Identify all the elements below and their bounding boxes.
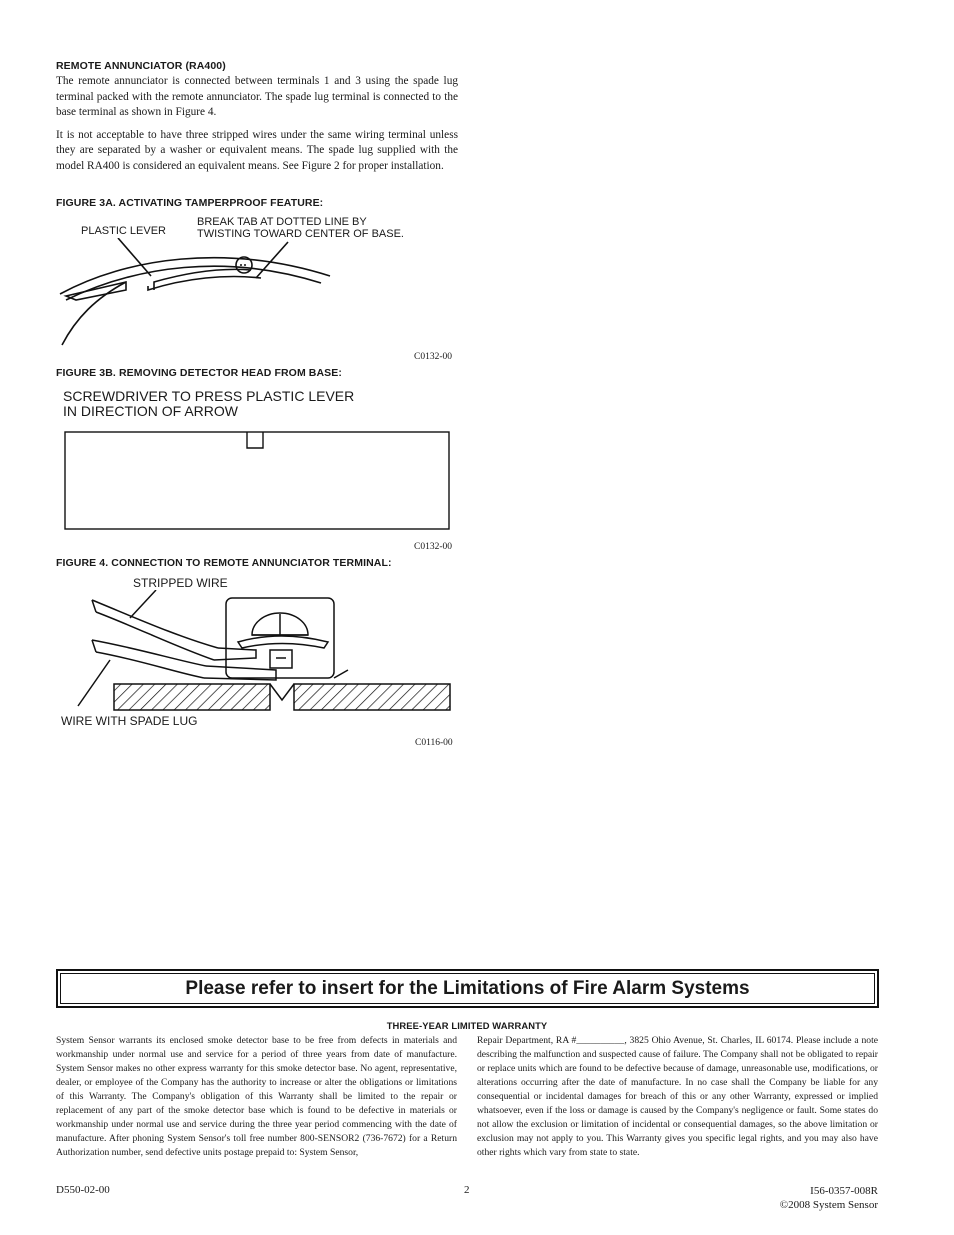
figure-3b-code: C0132-00 [414,542,452,552]
footer-doc-id: D550-02-00 [56,1184,110,1196]
figure-4-drawing [56,590,456,715]
page-number: 2 [464,1184,470,1196]
label-wire-spade-lug: WIRE WITH SPADE LUG [61,714,198,728]
section-body [56,74,458,182]
footer-part-info: I56-0357-008R ©2008 System Sensor [779,1185,878,1211]
label-stripped-wire: STRIPPED WIRE [133,576,228,590]
figure-3a-drawing [56,238,356,348]
warranty-column-1: System Sensor warrants its enclosed smoke detector base to be free from defects in materials and workmanship under normal use and service for a period of three years from date of manufacture. System Sensor makes no other express warranty for this smoke detector base. No agent, representative, dealer, or employee of the Company has the authority to increase or alter the obligations or limitations of this Warranty. The Company's obligation of this Warranty shall be limited to the repair or replacement of any part of the smoke detector base which is found to be defective in materials or workmanship under normal use and service during the three year period commencing with the date of manufacture. After phoning System Sensor's toll free number 800-SENSOR2 (736-7672) for a Return Authorization number, send defective units postage prepaid to: System Sensor, [56,1035,457,1158]
figure-4-code: C0116-00 [415,738,453,748]
limitations-banner [56,969,879,1008]
figure-3b-label: SCREWDRIVER TO PRESS PLASTIC LEVER IN DIRECTION OF ARROW [63,388,355,419]
paragraph: The remote annunciator is connected between terminals 1 and 3 using the spade lug terminal packed with the remote annunciator. The spade lug terminal is connected to the base terminal as shown in Figure 4. [56,75,458,119]
banner-title: Please refer to insert for the Limitations of Fire Alarm Systems [185,977,750,999]
paragraph: It is not acceptable to have three stripped wires under the same wiring terminal unless they are separated by a washer or equivalent means. The spade lug supplied with the model RA400 is considered an equivalent means. See Figure 2 for proper installation. [56,128,458,172]
section-heading: REMOTE ANNUNCIATOR (RA400) [56,60,226,72]
figure-3b-caption: FIGURE 3B. REMOVING DETECTOR HEAD FROM BASE: [56,367,342,379]
figure-4-caption: FIGURE 4. CONNECTION TO REMOTE ANNUNCIATOR TERMINAL: [56,557,392,569]
label-plastic-lever: PLASTIC LEVER [81,225,166,237]
figure-3a-code: C0132-00 [414,352,452,362]
label-break-tab: BREAK TAB AT DOTTED LINE BY TWISTING TOWARD CENTER OF BASE. [197,216,404,240]
figure-3b-drawing [64,430,452,532]
warranty-column-2: Repair Department, RA #__________, 3825 Ohio Avenue, St. Charles, IL 60174. Please include a note describing the malfunction and suspected cause of failure. The Company shall not be obligated to repair or replace units which are found to be defective because of damage, unreasonable use, modifications, or alterations occurring after the date of manufacture. In no case shall the Company be liable for any consequential or incidental damages for breach of this or any other Warranty, expressed or implied whatsoever, even if the loss or damage is caused by the Company's negligence or fault. Some states do not allow the exclusion or limitation of incidental or consequential damages, so the above limitation or exclusion may not apply to you. This Warranty gives you specific legal rights, and you may also have other rights which vary from state to state. [477,1035,878,1158]
warranty-heading: THREE-YEAR LIMITED WARRANTY [386,1020,548,1031]
figure-3a-caption: FIGURE 3A. ACTIVATING TAMPERPROOF FEATURE: [56,197,324,209]
